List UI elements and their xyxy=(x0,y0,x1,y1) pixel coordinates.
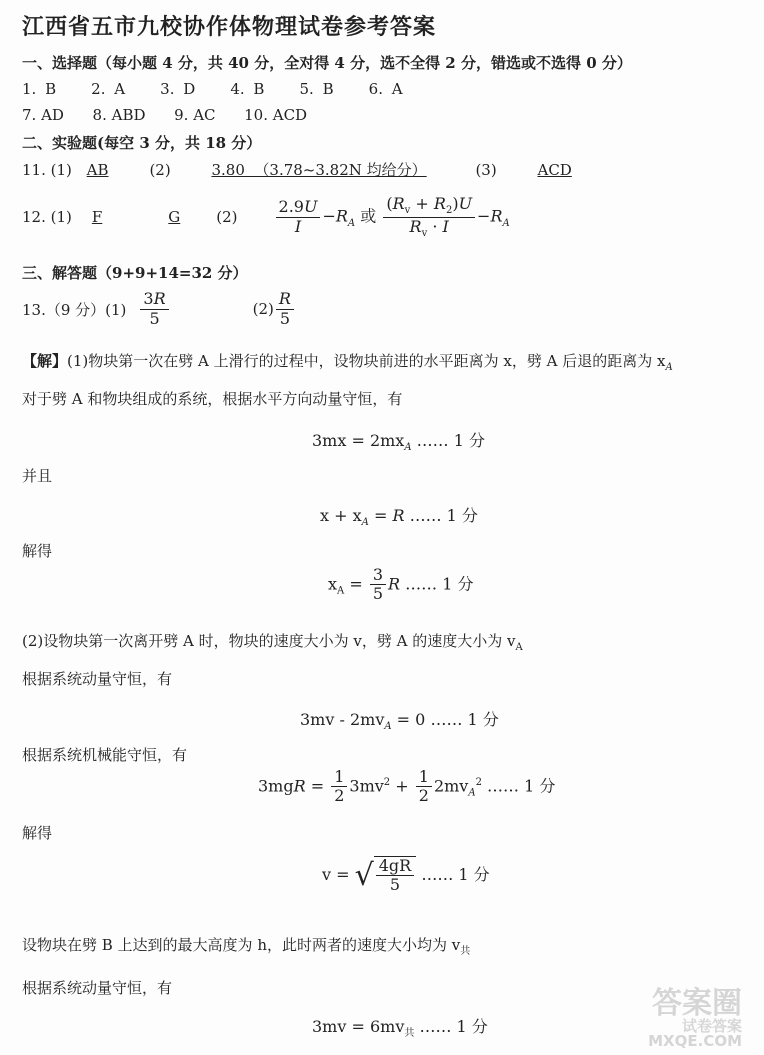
score-label: …… 1 分 xyxy=(430,710,499,729)
solution-text-1: (1)物块第一次在劈 A 上滑行的过程中，设物块前进的水平距离为 x，劈 A 后退的距离为 xyxy=(67,352,653,370)
q13-part2: (2) xyxy=(252,300,274,318)
q12-answer-2: G xyxy=(168,208,181,226)
score-label: …… 1 分 xyxy=(405,574,474,594)
q13-line xyxy=(22,284,296,334)
section-choice-heading: 一、选择题（每小题 4 分，共 40 分，全对得 4 分，选不全得 2 分，错选或不选得 0 分） xyxy=(22,54,632,72)
watermark-logo xyxy=(648,986,742,1050)
equation-momentum-1: $3mx = 2mx_A$ …… 1 分 xyxy=(312,431,486,454)
q12-line xyxy=(22,192,510,242)
score-label: …… 1 分 xyxy=(487,776,556,796)
equation-momentum-3: $3mv = 6mv_共$ …… 1 分 xyxy=(312,1017,488,1040)
solution-line-9: 设物块在劈 B 上达到的最大高度为 h，此时两者的速度大小均为 $v_共$ xyxy=(22,936,471,957)
solution-line-8: 解得 xyxy=(22,824,53,842)
q11-part2: (2) xyxy=(149,161,171,179)
solution-line-7: 根据系统机械能守恒，有 xyxy=(22,746,188,764)
score-label: …… 1 分 xyxy=(419,1017,488,1036)
solution-line-10: 根据系统动量守恒，有 xyxy=(22,979,173,997)
score-label: …… 1 分 xyxy=(416,431,486,450)
q13-answer-1: $\frac{3R}{5}$ xyxy=(140,290,168,328)
equation-energy: 3mgR = $\frac{1}{2}$ $3mv^2$ + $\frac{1}{2}$ $2mv_A^2$ …… 1 分 xyxy=(258,767,556,806)
q11-answer-2: 3.80 （3.78~3.82N 均给分） xyxy=(211,161,427,179)
q13-number: 13.（9 分）(1) xyxy=(22,300,127,319)
solution-line-2: 对于劈 A 和物块组成的系统，根据水平方向动量守恒，有 xyxy=(22,390,403,408)
q11-answer-1: AB xyxy=(86,161,109,179)
choice-answers-row2: 7. AD 8. ABD 9. AC 10. ACD xyxy=(22,106,308,124)
q11-part3: (3) xyxy=(475,161,497,179)
solution-line-4: 解得 xyxy=(22,542,53,560)
equation-velocity: v = √ $\frac{4gR}{5}$ …… 1 分 xyxy=(322,856,490,895)
equation-distance: $x + x_A = R$ …… 1 分 xyxy=(320,506,478,529)
watermark-sub: 试卷答案 xyxy=(681,1017,742,1035)
q13-answer-2: $\frac{R}{5}$ xyxy=(276,290,294,328)
q12-part2: (2) xyxy=(216,208,238,226)
watermark-url: MXQE.COM xyxy=(648,1032,742,1050)
q11-answer-3: ACD xyxy=(537,161,572,179)
q12-formula: $\frac{2.9U}{I}$ $-R_A$ 或 $\frac{(R_v + R_2)U}{R_v \cdot I}$ $-R_A$ xyxy=(274,195,510,239)
watermark-text: 答案圈 xyxy=(652,986,742,1021)
page-title: 江西省五市九校协作体物理试卷参考答案 xyxy=(22,14,437,40)
q12-number: 12. (1) xyxy=(22,208,72,226)
solution-line-1: 【解】(1)物块第一次在劈 A 上滑行的过程中，设物块前进的水平距离为 x，劈 A 后退的距离为 $x_A$ xyxy=(22,352,673,373)
score-label: …… 1 分 xyxy=(421,864,490,884)
score-label: …… 1 分 xyxy=(409,506,478,525)
section-solution-heading: 三、解答题（9+9+14=32 分） xyxy=(22,264,248,282)
solution-line-3: 并且 xyxy=(22,467,53,485)
section-experiment-heading: 二、实验题(每空 3 分，共 18 分） xyxy=(22,134,262,152)
equation-momentum-2: $3mv - 2mv_A = 0$ …… 1 分 xyxy=(300,710,499,733)
q11-number: 11. (1) xyxy=(22,161,72,179)
solution-label: 【解】 xyxy=(22,352,68,370)
solution-line-6: 根据系统动量守恒，有 xyxy=(22,670,173,688)
q12-answer-1: F xyxy=(91,208,103,226)
solution-text-9: 设物块在劈 B 上达到的最大高度为 h，此时两者的速度大小均为 xyxy=(22,936,447,954)
q11-line xyxy=(22,159,572,180)
equation-xa: $x_A$ = $\frac{3}{5}$ R …… 1 分 xyxy=(328,565,474,604)
solution-line-5: (2)设物块第一次离开劈 A 时，物块的速度大小为 v，劈 A 的速度大小为 $v_A$ xyxy=(22,632,523,653)
or-word: 或 xyxy=(360,206,377,226)
solution-text-5: (2)设物块第一次离开劈 A 时，物块的速度大小为 v，劈 A 的速度大小为 xyxy=(22,632,503,650)
choice-answers-row1: 1. B 2. A 3. D 4. B 5. B 6. A xyxy=(22,80,403,98)
